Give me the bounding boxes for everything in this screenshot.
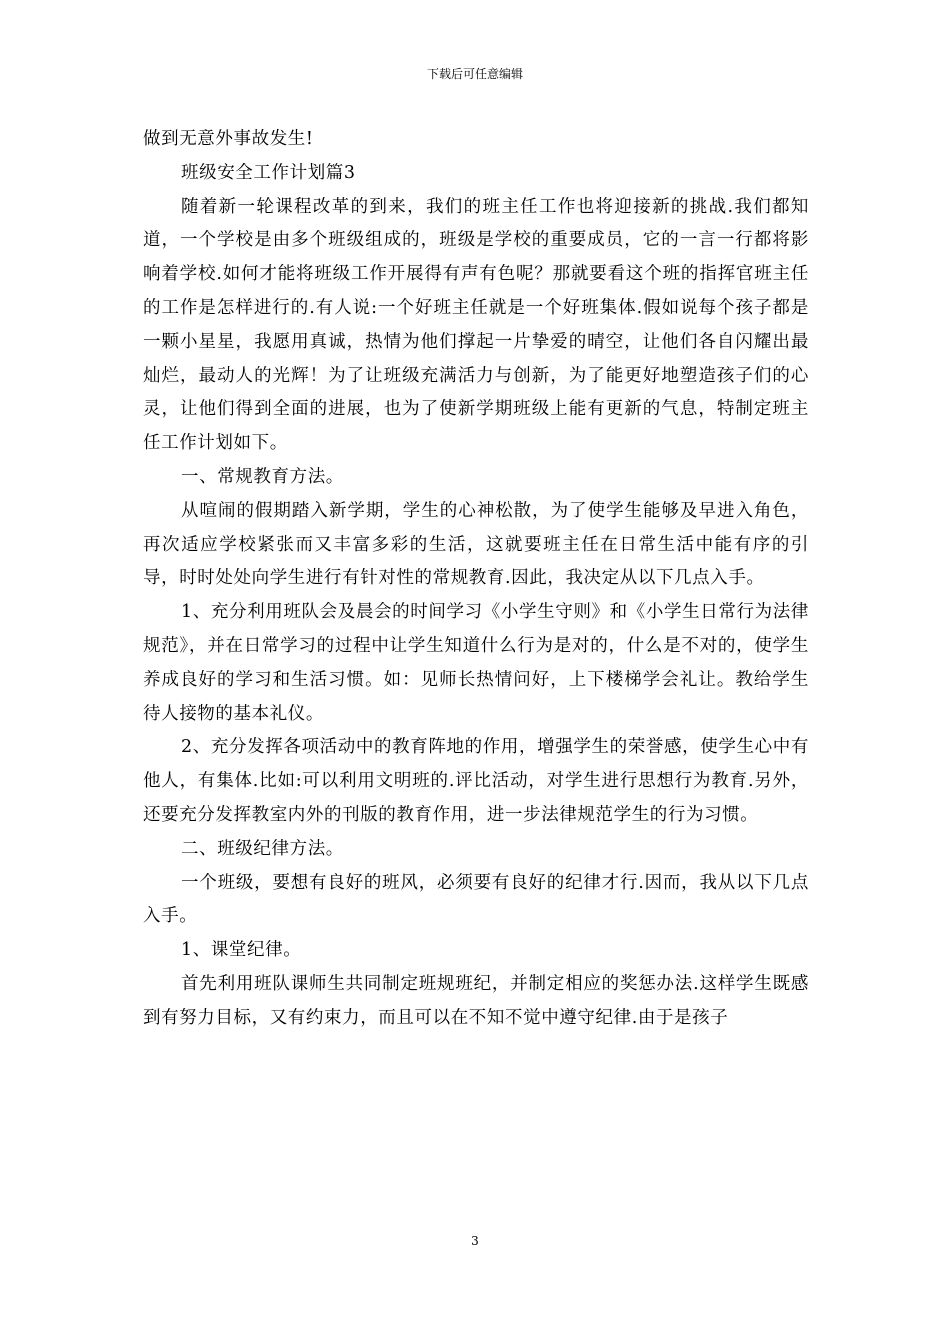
paragraph-1: 做到无意外事故发生! [143, 129, 314, 149]
paragraph-item-2: 2、充分发挥各项活动中的教育阵地的作用，增强学生的荣誉感，使学生心中有他人，有集体.比如:可以利用文明班的.评比活动，对学生进行思想行为教育.另外，还要充分发挥教室内外的刊版的教育作用，进一步法律规范学生的行为习惯。 [143, 737, 809, 825]
heading-routine-education: 一、常规教育方法。 [181, 466, 344, 487]
heading-classroom-discipline: 1、课堂纪律。 [181, 940, 302, 961]
paragraph-routine-education: 从喧闹的假期踏入新学期，学生的心神松散，为了使学生能够及早进入角色，再次适应学校紧张而又丰富多彩的生活，这就要班主任在日常生活中能有序的引导，时时处处向学生进行有针对性的常规教育.因此，我决定从以下几点入手。 [143, 500, 809, 589]
paragraph-discipline-intro: 一个班级，要想有良好的班风，必须要有良好的纪律才行.因而，我从以下几点入手。 [143, 872, 809, 927]
page-header: 下载后可任意编辑 [426, 67, 523, 81]
page-number: 3 [471, 1234, 479, 1248]
paragraph-classroom-discipline: 首先利用班队课师生共同制定班规班纪，并制定相应的奖惩办法.这样学生既感到有努力目标，又有约束力，而且可以在不知不觉中遵守纪律.由于是孩子 [143, 973, 809, 1028]
section-title-plan-3: 班级安全工作计划篇3 [181, 162, 356, 183]
heading-class-discipline: 二、班级纪律方法。 [181, 838, 344, 859]
document-body [143, 123, 809, 1036]
paragraph-intro: 随着新一轮课程改革的到来，我们的班主任工作也将迎接新的挑战.我们都知道，一个学校是由多个班级组成的，班级是学校的重要成员，它的一言一行都将影响着学校.如何才能将班级工作开展得有声有色呢？那就要看这个班的指挥官班主任的工作是怎样进行的.有人说:一个好班主任就是一个好班集体.假如说每个孩子都是一颗小星星，我愿用真诚，热情为他们撑起一片挚爱的晴空，让他们各自闪耀出最灿烂，最动人的光辉！为了让班级充满活力与创新，为了能更好地塑造孩子们的心灵，让他们得到全面的进展，也为了使新学期班级上能有更新的气息，特制定班主任工作计划如下。 [143, 196, 809, 454]
paragraph-item-1: 1、充分利用班队会及晨会的时间学习《小学生守则》和《小学生日常行为法律规范》，并在日常学习的过程中让学生知道什么行为是对的，什么是不对的，使学生养成良好的学习和生活习惯。如：见师长热情问好，上下楼梯学会礼让。教给学生待人接物的基本礼仪。 [143, 602, 809, 724]
